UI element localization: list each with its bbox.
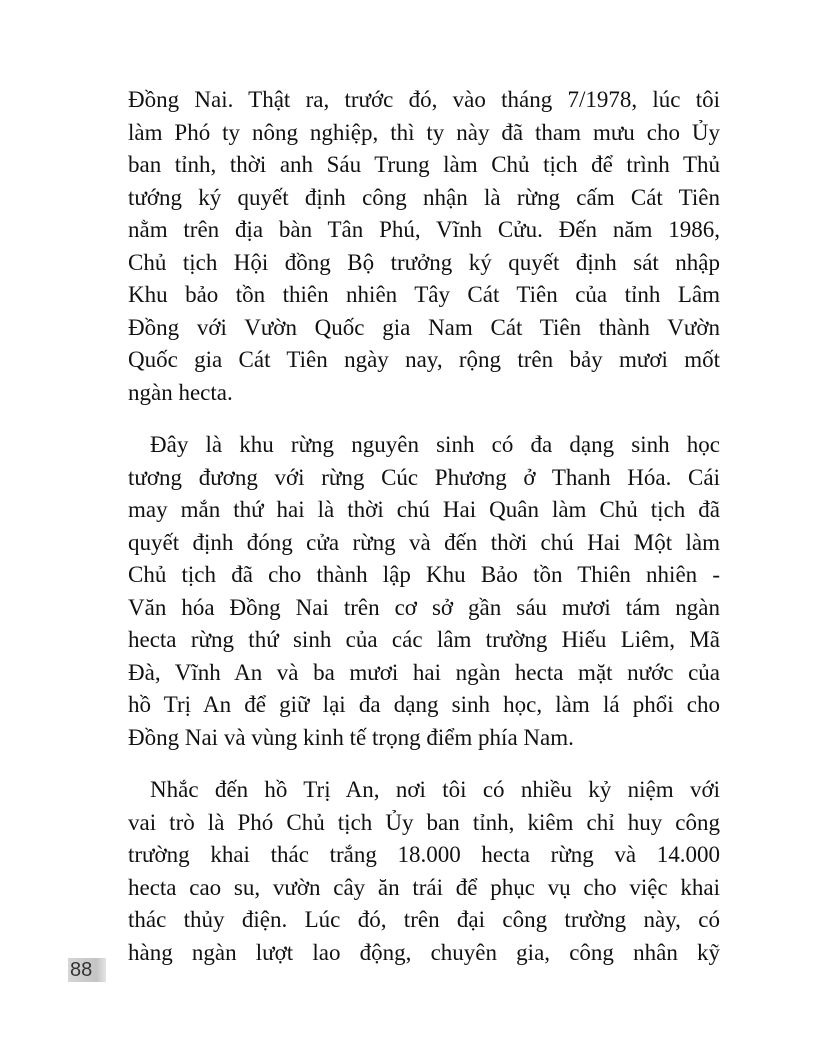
text-line: Chủ tịch đã cho thành lập Khu Bảo tồn Thiên nhiên - <box>128 562 720 587</box>
text-line: tướng ký quyết định công nhận là rừng cấm Cát Tiên <box>128 184 720 210</box>
text-line: Đồng Nai và vùng kinh tế trọng điểm phía Nam. <box>128 724 574 750</box>
text-line: Đà, Vĩnh An và ba mươi hai ngàn hecta mặt nước của <box>128 659 720 685</box>
paragraph <box>128 774 720 969</box>
body-text <box>128 84 720 989</box>
text-line: hồ Trị An để giữ lại đa dạng sinh học, làm lá phổi cho <box>128 692 720 717</box>
page-number: 88 <box>68 958 106 982</box>
paragraph <box>128 429 720 754</box>
text-line: hecta rừng thứ sinh của các lâm trường Hiếu Liêm, Mã <box>128 627 720 652</box>
text-line: Văn hóa Đồng Nai trên cơ sở gần sáu mươi tám ngàn <box>128 594 720 620</box>
text-line: tương đương với rừng Cúc Phương ở Thanh Hóa. Cái <box>128 464 720 490</box>
text-line: may mắn thứ hai là thời chú Hai Quân làm Chủ tịch đã <box>128 497 720 522</box>
text-line: Chủ tịch Hội đồng Bộ trưởng ký quyết định sát nhập <box>128 249 720 275</box>
text-line: Đồng với Vườn Quốc gia Nam Cát Tiên thành Vườn <box>128 314 720 340</box>
text-line: ban tỉnh, thời anh Sáu Trung làm Chủ tịch để trình Thủ <box>128 152 720 177</box>
text-line: Đây là khu rừng nguyên sinh có đa dạng sinh học <box>150 432 720 457</box>
text-line: Nhắc đến hồ Trị An, nơi tôi có nhiều kỷ niệm với <box>150 777 720 802</box>
text-line: thác thủy điện. Lúc đó, trên đại công trường này, có <box>128 907 720 932</box>
text-line: vai trò là Phó Chủ tịch Ủy ban tỉnh, kiêm chỉ huy công <box>128 809 720 835</box>
text-line: làm Phó ty nông nghiệp, thì ty này đã tham mưu cho Ủy <box>128 119 720 145</box>
text-line: Đồng Nai. Thật ra, trước đó, vào tháng 7/1978, lúc tôi <box>128 87 720 112</box>
paragraph <box>128 84 720 409</box>
text-line: ngàn hecta. <box>128 379 233 405</box>
text-line: quyết định đóng cửa rừng và đến thời chú Hai Một làm <box>128 529 720 555</box>
text-line: nằm trên địa bàn Tân Phú, Vĩnh Cửu. Đến năm 1986, <box>128 217 720 242</box>
text-line: hecta cao su, vườn cây ăn trái để phục vụ cho việc khai <box>128 874 720 900</box>
text-line: hàng ngàn lượt lao động, chuyên gia, công nhân kỹ <box>128 939 720 965</box>
text-line: Khu bảo tồn thiên nhiên Tây Cát Tiên của tỉnh Lâm <box>128 282 720 307</box>
text-line: trường khai thác trắng 18.000 hecta rừng và 14.000 <box>128 842 720 867</box>
text-line: Quốc gia Cát Tiên ngày nay, rộng trên bảy mươi mốt <box>128 347 720 372</box>
